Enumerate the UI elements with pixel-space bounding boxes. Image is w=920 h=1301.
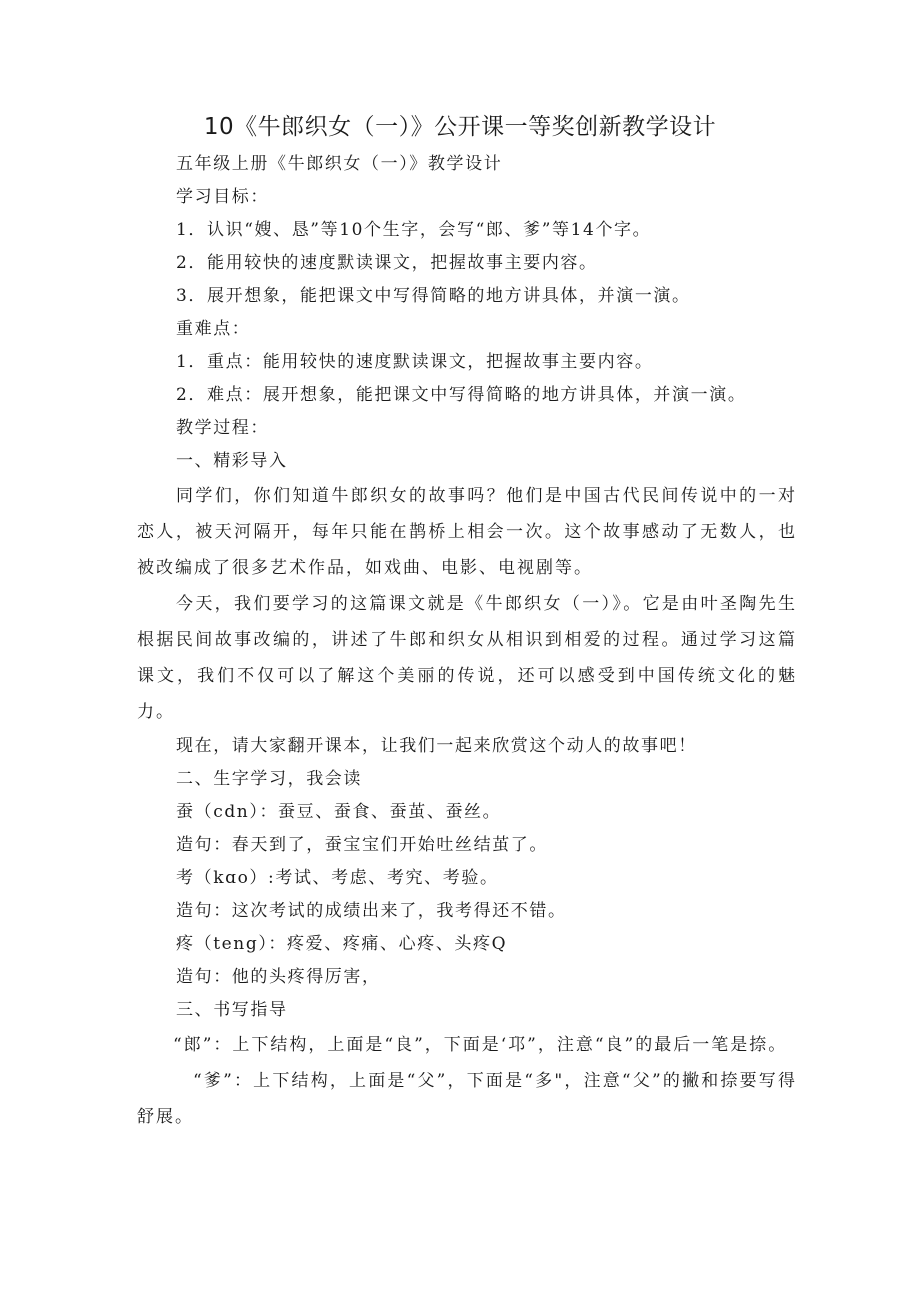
example-sentence: 造句：春天到了，蚕宝宝们开始吐丝结茧了。: [176, 835, 548, 855]
goals-heading: 学习目标：: [176, 187, 269, 207]
paragraph: 今天，我们要学习的这篇课文就是《牛郎织女（一）》。它是由叶圣陶先生根据民间故事改编的，讲述了牛郎和织女从相识到相爱的过程。通过学习这篇课文，我们不仅可以了解这个美丽的传说，还可以感受到中国传统文化的魅力。: [137, 594, 797, 722]
example-sentence: 造句：他的头疼得厉害，: [176, 967, 381, 987]
goal-item: 3．展开想象，能把课文中写得简略的地方讲具体，并演一演。: [176, 286, 691, 306]
goal-item: 1．认识“嫂、恳”等10个生字，会写“郎、爹”等14个字。: [176, 220, 652, 240]
key-point-item: 2．难点：展开想象，能把课文中写得简略的地方讲具体，并演一演。: [176, 385, 747, 405]
key-points-heading: 重难点：: [176, 319, 251, 339]
vocab-line: 疼（teng）：疼爱、疼痛、心疼、头疼Q: [176, 934, 508, 954]
example-sentence: 造句：这次考试的成绩出来了，我考得还不错。: [176, 901, 567, 921]
paragraph: 同学们，你们知道牛郎织女的故事吗？他们是中国古代民间传说中的一对恋人，被天河隔开，每年只能在鹊桥上相会一次。这个故事感动了无数人，也被改编成了很多艺术作品，如戏曲、电影、电视剧等。: [137, 486, 797, 578]
document-body: [137, 148, 797, 1135]
writing-guide-paragraph: “爹”：上下结构，上面是“父”，下面是“多"，注意“父”的撇和捺要写得舒展。: [137, 1071, 797, 1127]
section-heading: 一、精彩导入: [176, 451, 288, 471]
document-title: 10《牛郎织女（一）》公开课一等奖创新教学设计: [203, 114, 717, 140]
vocab-line: 蚕（cdn）：蚕豆、蚕食、蚕茧、蚕丝。: [176, 802, 502, 822]
paragraph: 现在，请大家翻开课本，让我们一起来欣赏这个动人的故事吧！: [176, 736, 697, 756]
vocab-line: 考（kɑo）:考试、考虑、考究、考验。: [176, 868, 499, 888]
document-subtitle: 五年级上册《牛郎织女（一）》教学设计: [176, 154, 503, 174]
section-heading: 三、书写指导: [176, 1000, 288, 1020]
goal-item: 2．能用较快的速度默读课文，把握故事主要内容。: [176, 253, 598, 273]
section-heading: 二、生字学习，我会读: [176, 769, 362, 789]
writing-guide-paragraph: “郎”：上下结构，上面是“良”，下面是‘邛”，注意“良”的最后一笔是捺。: [173, 1035, 788, 1055]
key-point-item: 1．重点：能用较快的速度默读课文，把握故事主要内容。: [176, 352, 654, 372]
process-heading: 教学过程：: [176, 418, 269, 438]
